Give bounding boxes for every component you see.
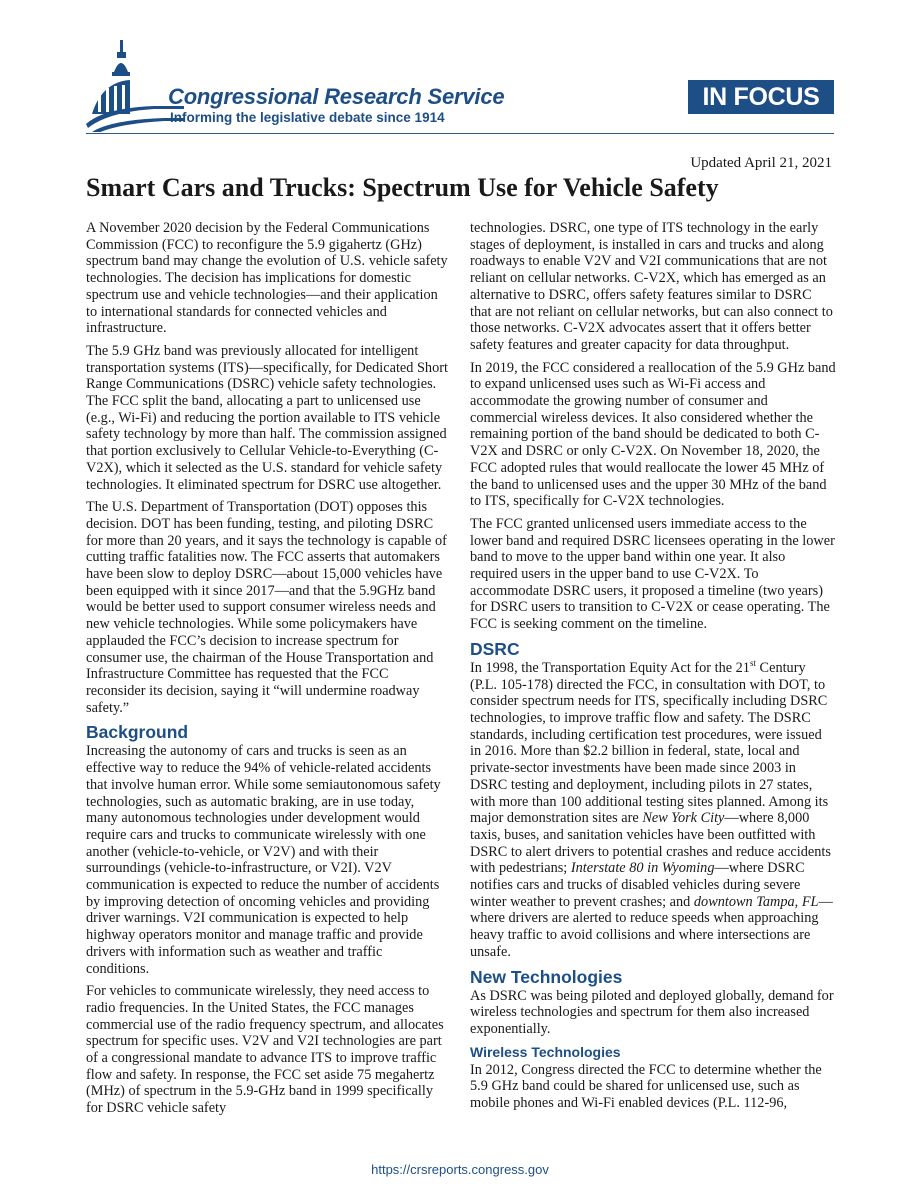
column-right	[470, 220, 836, 1118]
footer-url[interactable]: https://crsreports.congress.gov	[371, 1162, 549, 1177]
site-new-york: New York City	[642, 810, 725, 827]
org-tagline: Informing the legislative debate since 1914	[170, 110, 445, 125]
updated-date: Updated April 21, 2021	[690, 155, 832, 171]
report-header	[0, 0, 920, 140]
dsrc-heading: DSRC	[470, 638, 520, 659]
background-heading: Background	[86, 722, 189, 743]
new-technologies-paragraph: As DSRC was being piloted and deployed globally, demand for wireless technologies and spectrum for them also increased exponentially.	[470, 987, 834, 1037]
header-divider	[86, 133, 834, 134]
intro-paragraph-1: A November 2020 decision by the Federal Communications Commission (FCC) to reconfigure the 5.9 gigahertz (GHz) spectrum band may change the evolution of U.S. vehicle safety technologies. The decision has implications for domestic spectrum use and vehicle technologies—and their application to international standards for connected vehicles and infrastructure.	[86, 220, 448, 337]
page-title: Smart Cars and Trucks: Spectrum Use for Vehicle Safety	[86, 173, 719, 202]
column-left	[86, 220, 448, 1123]
background-paragraph-2-part-2: technologies. DSRC, one type of ITS technology in the early stages of deployment, is installed in cars and trucks and along roadways to enable V2V and V2I communications that are not reliant on cellular networks. C-V2X, which has emerged as an alternative to DSRC, offers safety features similar to DSRC that are not reliant on cellular networks, but can also connect to those networks. C-V2X advocates assert that it offers better safety features and greater capacity for data throughput.	[470, 220, 833, 353]
background-paragraph-1: Increasing the autonomy of cars and trucks is seen as an effective way to reduce the 94% of vehicle-related accidents that involve human error. While some semiautonomous safety technologies, such as automatic braking, are in use today, many autonomous technologies under development would require cars and trucks to communicate wirelessly with one another (vehicle-to-vehicle, or V2V) and with their surroundings (vehicle-to-infrastructure, or V2I). V2V communication is expected to reduce the number of accidents by improving detection of oncoming vehicles and providing driver warnings. V2I communication is expected to help highway operators monitor and manage traffic and provide drivers with information such as weather and traffic conditions.	[86, 743, 441, 977]
background-paragraph-4: The FCC granted unlicensed users immediate access to the lower band and required DSRC licensees operating in the lower band to move to the upper band within one year. It also required users in the upper band to use C-V2X. To accommodate DSRC users, it proposed a timeline (two years) for DSRC users to transition to C-V2X or cease operating. The FCC is seeking comment on the timeline.	[470, 515, 835, 633]
new-technologies-heading: New Technologies	[470, 966, 623, 987]
site-tampa: downtown Tampa, FL	[693, 893, 819, 910]
intro-paragraph-2: The 5.9 GHz band was previously allocated for intelligent transportation systems (ITS)—specifically, for Dedicated Short Range Communications (DSRC) vehicle safety technologies. The FCC split the band, allocating a part to unlicensed use (e.g., Wi-Fi) and reducing the portion available to ITS vehicle safety technology by more than half. The commission assigned that portion exclusively to Cellular Vehicle-to-Everything (C-V2X), which it selected as the U.S. standard for vehicle safety technologies. It eliminated spectrum for DSRC use altogether.	[86, 342, 448, 493]
wireless-technologies-paragraph: In 2012, Congress directed the FCC to determine whether the 5.9 GHz band could be shared for unlicensed use, such as mobile phones and Wi-Fi enabled devices (P.L. 112-96,	[470, 1061, 822, 1112]
wireless-technologies-heading: Wireless Technologies	[470, 1043, 621, 1060]
in-focus-badge: IN FOCUS	[688, 80, 834, 114]
intro-paragraph-3: The U.S. Department of Transportation (DOT) opposes this decision. DOT has been funding, testing, and piloting DSRC for more than 20 years, and it says the technology is capable of cutting traffic fatalities now. The FCC asserts that automakers have been slow to deploy DSRC—about 15,000 vehicles have been equipped with it since 2017—and that the 5.9GHz band would be better used to support consumer wireless needs and new vehicle technologies. While some policymakers have applauded the FCC’s decision to increase spectrum for consumer use, the chairman of the House Transportation and Infrastructure Committee has requested that the FCC reconsider its decision, saying it “will undermine roadway safety.”	[86, 499, 447, 716]
org-name: Congressional Research Service	[168, 84, 505, 109]
background-paragraph-3: In 2019, the FCC considered a reallocation of the 5.9 GHz band to expand unlicensed uses such as Wi-Fi access and accommodate the growing number of consumer and commercial wireless devices. It also considered whether the remaining portion of the band should be dedicated to both C-V2X and DSRC or only C-V2X. On November 18, 2020, the FCC adopted rules that would reallocate the lower 45 MHz of the band to unlicensed uses and the upper 30 MHz of the band to ITS, specifically for C-V2X technologies.	[470, 359, 836, 510]
dsrc-paragraph: In 1998, the Transportation Equity Act for the 21st Century (P.L. 105-178) directed the FCC, in consultation with DOT, to consider spectrum needs for ITS, specifically including DSRC technologies, to improve traffic flow and safety. The DSRC standards, including certification test procedures, were issued in 2016. More than $2.2 billion in federal, state, local and private-sector investments have been made since 2003 in DSRC testing and deployment, including pilots in 27 states, with more than 100 additional testing sites planned. Among its major demonstration sites are New York City—where 8,000 taxis, buses, and sanitation vehicles have been outfitted with DSRC to alert drivers to potential crashes and reduce accidents with pedestrians; Interstate 80 in Wyoming—where DSRC notifies cars and trucks of disabled vehicles during severe winter weather to prevent crashes; and downtown Tampa, FL—where drivers are alerted to reduce speeds when approaching heavy traffic to avoid collisions and where intersections are unsafe.	[470, 658, 833, 960]
site-interstate-80: Interstate 80 in Wyoming	[570, 860, 715, 877]
background-paragraph-2-part-1: For vehicles to communicate wirelessly, they need access to radio frequencies. In the United States, the FCC manages commercial use of the radio frequency spectrum, and allocates spectrum for specific uses. V2V and V2I technologies are part of a congressional mandate to advance ITS to improve traffic flow and safety. In response, the FCC set aside 75 megahertz (MHz) of spectrum in the 5.9-GHz band in 1999 specifically for DSRC vehicle safety	[86, 983, 444, 1117]
